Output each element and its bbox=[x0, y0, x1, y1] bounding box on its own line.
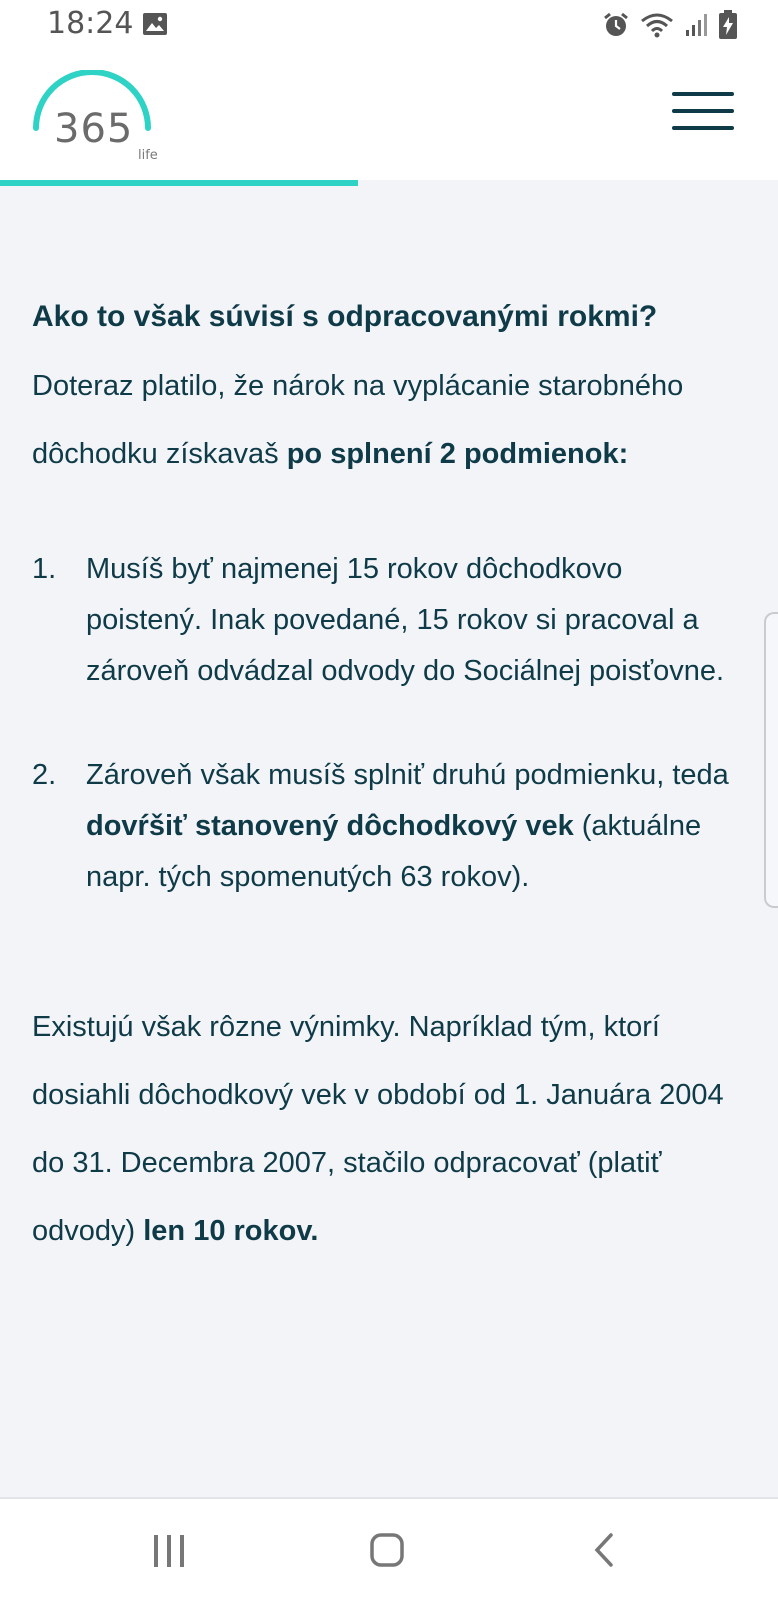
reading-progress bbox=[0, 180, 778, 186]
list-text-after: (aktuálne napr. tých spomenutých 63 rokov). bbox=[86, 810, 702, 893]
intro-end: : bbox=[618, 438, 629, 470]
status-time: 18:24 bbox=[47, 6, 134, 41]
image-icon bbox=[142, 12, 168, 41]
list-item bbox=[32, 750, 742, 903]
navigation-bar bbox=[0, 1497, 778, 1600]
list-number: 2. bbox=[32, 759, 57, 791]
alarm-icon bbox=[602, 11, 630, 44]
list-number: 1. bbox=[32, 553, 57, 585]
edge-panel-handle[interactable] bbox=[764, 612, 778, 908]
signal-icon bbox=[684, 12, 708, 43]
list-item bbox=[32, 544, 742, 697]
logo[interactable] bbox=[30, 70, 170, 170]
intro-bold: po splnení 2 podmienok bbox=[286, 438, 619, 470]
status-icons bbox=[602, 10, 738, 45]
exceptions-paragraph bbox=[32, 993, 742, 1265]
status-bar bbox=[0, 0, 778, 52]
home-icon[interactable] bbox=[369, 1532, 405, 1573]
conditions-list bbox=[32, 544, 742, 903]
menu-button[interactable] bbox=[672, 92, 734, 136]
para2-text: Existujú však rôzne výnimky. Napríklad tým, ktorí dosiahli dôchodkový vek v období od 1. Januára 2004 do 31. Decembra 2007, stačilo odpracovať (platiť odvody) bbox=[32, 1011, 724, 1247]
article-heading: Ako to však súvisí s odpracovanými rokmi? bbox=[32, 300, 658, 333]
intro-text: Doteraz platilo, že nárok na vyplácanie starobného dôchodku získavaš bbox=[32, 370, 684, 470]
site-header bbox=[0, 52, 778, 180]
para2-bold: len 10 rokov. bbox=[143, 1215, 319, 1247]
logo-suffix: life bbox=[138, 148, 158, 163]
back-icon[interactable] bbox=[592, 1532, 616, 1573]
wifi-icon bbox=[640, 11, 674, 44]
list-text: Musíš byť najmenej 15 rokov dôchodkovo poistený. Inak povedané, 15 rokov si pracoval a zároveň odvádzal odvody do Sociálnej poisťovne. bbox=[86, 553, 725, 687]
recents-icon[interactable] bbox=[152, 1533, 186, 1574]
list-text-before: Zároveň však musíš splniť druhú podmienku, teda bbox=[86, 759, 729, 791]
hamburger-icon bbox=[672, 92, 734, 130]
reading-progress-fill bbox=[0, 180, 358, 186]
battery-charging-icon bbox=[718, 10, 738, 45]
list-text-bold: dovŕšiť stanovený dôchodkový vek bbox=[86, 810, 574, 842]
intro-paragraph bbox=[32, 352, 742, 488]
logo-number: 365 bbox=[54, 106, 134, 152]
article-content bbox=[32, 300, 742, 1265]
